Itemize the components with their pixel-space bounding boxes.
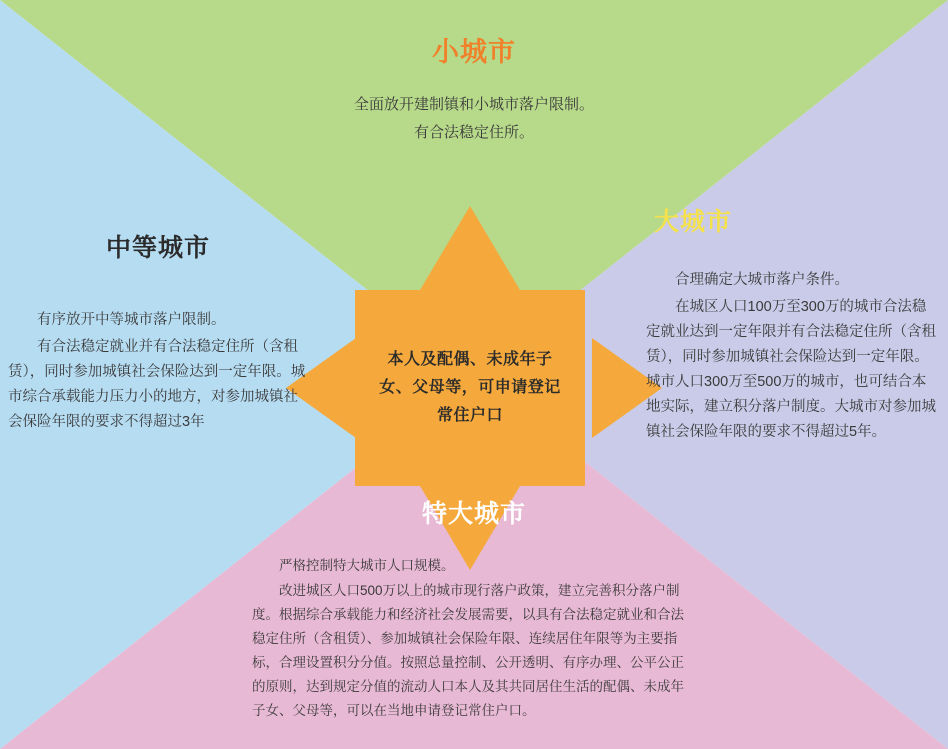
quadrant-top-line-2: 有合法稳定住所。 (413, 123, 534, 141)
quadrant-top-body (250, 91, 698, 147)
quadrant-left-paragraph-2: 有合法稳定就业并有合法稳定住所（含租赁），同时参加城镇社会保险达到一定年限。城市综合承载能力压力小的地方，对参加城镇社会保险年限的要求不得超过3年 (8, 338, 306, 430)
center-node (355, 290, 585, 486)
quadrant-right (646, 202, 936, 447)
quadrant-bottom-body (252, 554, 696, 723)
quadrant-left-body (8, 308, 308, 435)
quadrant-right-paragraph-2: 在城区人口100万至300万的城市合法稳定就业达到一定年限并有合法稳定住所（含租赁），同时参加城镇社会保险达到一定年限。城市人口300万至500万的城市，也可结合本地实际，建立积分落户制度。大城市对参加城镇社会保险年限的要求不得超过5年。 (646, 298, 936, 440)
quadrant-left (8, 228, 308, 437)
quadrant-bottom-paragraph-1: 严格控制特大城市人口规模。 (279, 558, 455, 573)
quadrant-bottom-title: 特大城市 (421, 500, 526, 528)
quadrant-right-title: 大城市 (654, 208, 733, 236)
center-node-text: 本人及配偶、未成年子女、父母等，可申请登记常住户口 (379, 351, 561, 424)
arrow-up-icon (420, 206, 520, 290)
quadrant-right-body (646, 268, 936, 445)
quadrant-top (250, 30, 698, 147)
quadrant-top-line-1: 全面放开建制镇和小城市落户限制。 (353, 96, 594, 113)
quadrant-top-title: 小城市 (432, 37, 516, 67)
quadrant-bottom (252, 494, 696, 724)
quadrant-bottom-paragraph-2: 改进城区人口500万以上的城市现行落户政策，建立完善积分落户制度。根据综合承载能力和经济社会发展需要，以具有合法稳定就业和合法稳定住所（含租赁）、参加城镇社会保险年限、连续居住年限等为主要指标，合理设置积分分值。按照总量控制、公开透明、有序办理、公平公正的原则，达到规定分值的流动人口本人及其共同居住生活的配偶、未成年子女、父母等，可以在当地申请登记常住户口。 (252, 583, 684, 719)
quadrant-left-title: 中等城市 (105, 234, 210, 262)
quadrant-right-paragraph-1: 合理确定大城市落户条件。 (675, 272, 849, 288)
quadrant-left-paragraph-1: 有序放开中等城市落户限制。 (37, 312, 226, 328)
